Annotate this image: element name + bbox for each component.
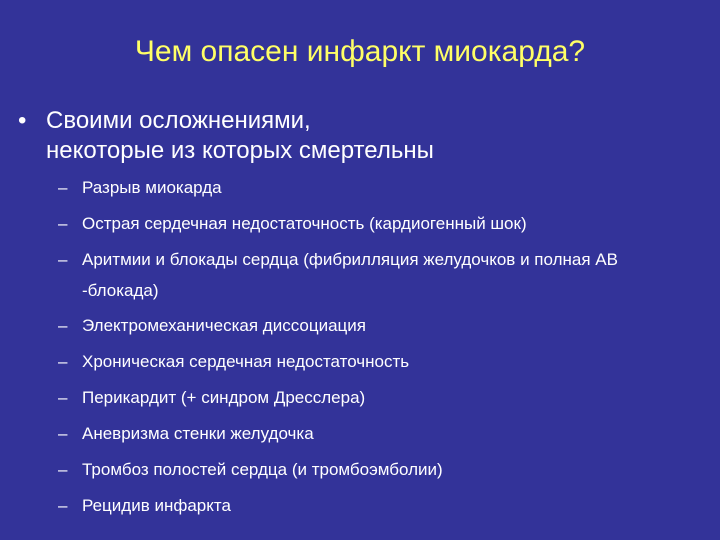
sub-item-text: Разрыв миокарда bbox=[82, 178, 222, 197]
slide-title: Чем опасен инфаркт миокарда? bbox=[134, 35, 586, 68]
dash-marker: – bbox=[58, 424, 68, 443]
dash-marker: – bbox=[58, 316, 68, 335]
main-bullet-line-1: Своими осложнениями, bbox=[46, 107, 311, 134]
sub-item-text-continued: -блокада) bbox=[82, 281, 159, 300]
bullet-marker: • bbox=[18, 107, 27, 134]
sub-item-text: Аневризма стенки желудочка bbox=[82, 424, 314, 443]
sub-item-text: Электромеханическая диссоциация bbox=[82, 316, 366, 335]
sub-item-text: Хроническая сердечная недостаточность bbox=[82, 352, 410, 371]
dash-marker: – bbox=[58, 388, 68, 407]
sub-item-text: Аритмии и блокады сердца (фибрилляция желудочков и полная АВ bbox=[82, 250, 618, 269]
dash-marker: – bbox=[58, 460, 68, 479]
main-bullet-line-2: некоторые из которых смертельны bbox=[46, 137, 434, 164]
sub-item-text: Перикардит (+ синдром Дресслера) bbox=[82, 388, 366, 407]
dash-marker: – bbox=[58, 178, 68, 197]
dash-marker: – bbox=[58, 496, 68, 515]
dash-marker: – bbox=[58, 250, 68, 269]
main-bullet-text bbox=[46, 106, 696, 166]
dash-marker: – bbox=[58, 214, 68, 233]
dash-marker: – bbox=[58, 352, 68, 371]
sub-item-text: Острая сердечная недостаточность (кардиогенный шок) bbox=[82, 214, 527, 233]
sub-item-text: Тромбоз полостей сердца (и тромбоэмболии) bbox=[82, 460, 443, 479]
sub-item-text: Рецидив инфаркта bbox=[82, 496, 231, 515]
